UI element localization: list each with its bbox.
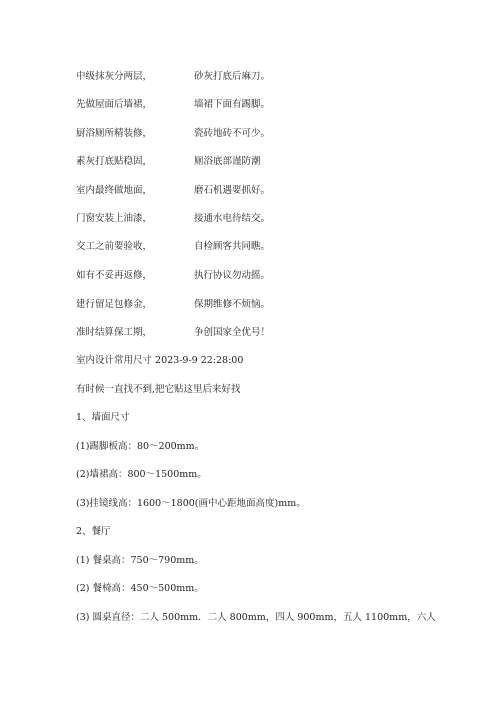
list-item: (3)挂镜线高：1600～1800(画中心距地面高度)mm。 (76, 498, 306, 509)
verse-left: 素灰打底贴稳固， (76, 156, 153, 167)
section-heading: 2、餐厅 (76, 526, 111, 537)
section-heading: 1、墙面尺寸 (76, 412, 130, 423)
verse-line (76, 96, 436, 110)
verse-right: 争创国家全优号！ (194, 327, 271, 338)
verse-line (76, 296, 436, 310)
list-item: (1)踢脚板高：80～200mm。 (76, 441, 205, 452)
verse-left: 如有不妥再返修， (76, 270, 153, 281)
verse-right: 自检顾客共同瞧。 (194, 241, 271, 252)
list-item: (2)墙裙高：800～1500mm。 (76, 469, 207, 480)
verse-left: 厨浴厕所精装修， (76, 128, 153, 139)
verse-line (76, 68, 436, 82)
verse-right: 厕浴底部谨防潮 (194, 156, 261, 167)
verse-right: 墙裙下面有踢脚。 (194, 99, 271, 110)
article-title: 室内设计常用尺寸 2023-9-9 22:28:00 (76, 355, 244, 366)
verse-left: 室内最终做地面， (76, 185, 153, 196)
list-item: (1) 餐桌高：750～790mm。 (76, 555, 204, 566)
verse-line (76, 182, 436, 196)
verse-line (76, 324, 436, 338)
verse-right: 砂灰打底后麻刀。 (194, 71, 271, 82)
verse-line (76, 238, 436, 252)
verse-right: 磨石机遇要抓好。 (194, 185, 271, 196)
intro-text: 有时候一直找不到,把它贴这里后来好找 (76, 384, 241, 395)
verse-line (76, 153, 436, 167)
verse-left: 交工之前要验收， (76, 241, 153, 252)
verse-left: 建行留足包修金， (76, 299, 153, 310)
verse-left: 门窗安装上油漆， (76, 213, 153, 224)
verse-line (76, 267, 436, 281)
verse-left: 中级抹灰分两层， (76, 71, 153, 82)
verse-right: 瓷砖地砖不可少。 (194, 128, 271, 139)
list-item: (2) 餐椅高：450～500mm。 (76, 583, 204, 594)
verse-left: 先做屋面后墙裙， (76, 99, 153, 110)
verse-line (76, 125, 436, 139)
verse-left: 准时结算保工期， (76, 327, 153, 338)
verse-line (76, 210, 436, 224)
verse-right: 保期维修不烦恼。 (194, 299, 271, 310)
list-item: (3) 圆桌直径：二人 500mm．二人 800mm，四人 900mm，五人 1100mm，六人 (76, 612, 436, 623)
verse-right: 执行协议勿动摇。 (194, 270, 271, 281)
verse-right: 接通水电待结交。 (194, 213, 271, 224)
